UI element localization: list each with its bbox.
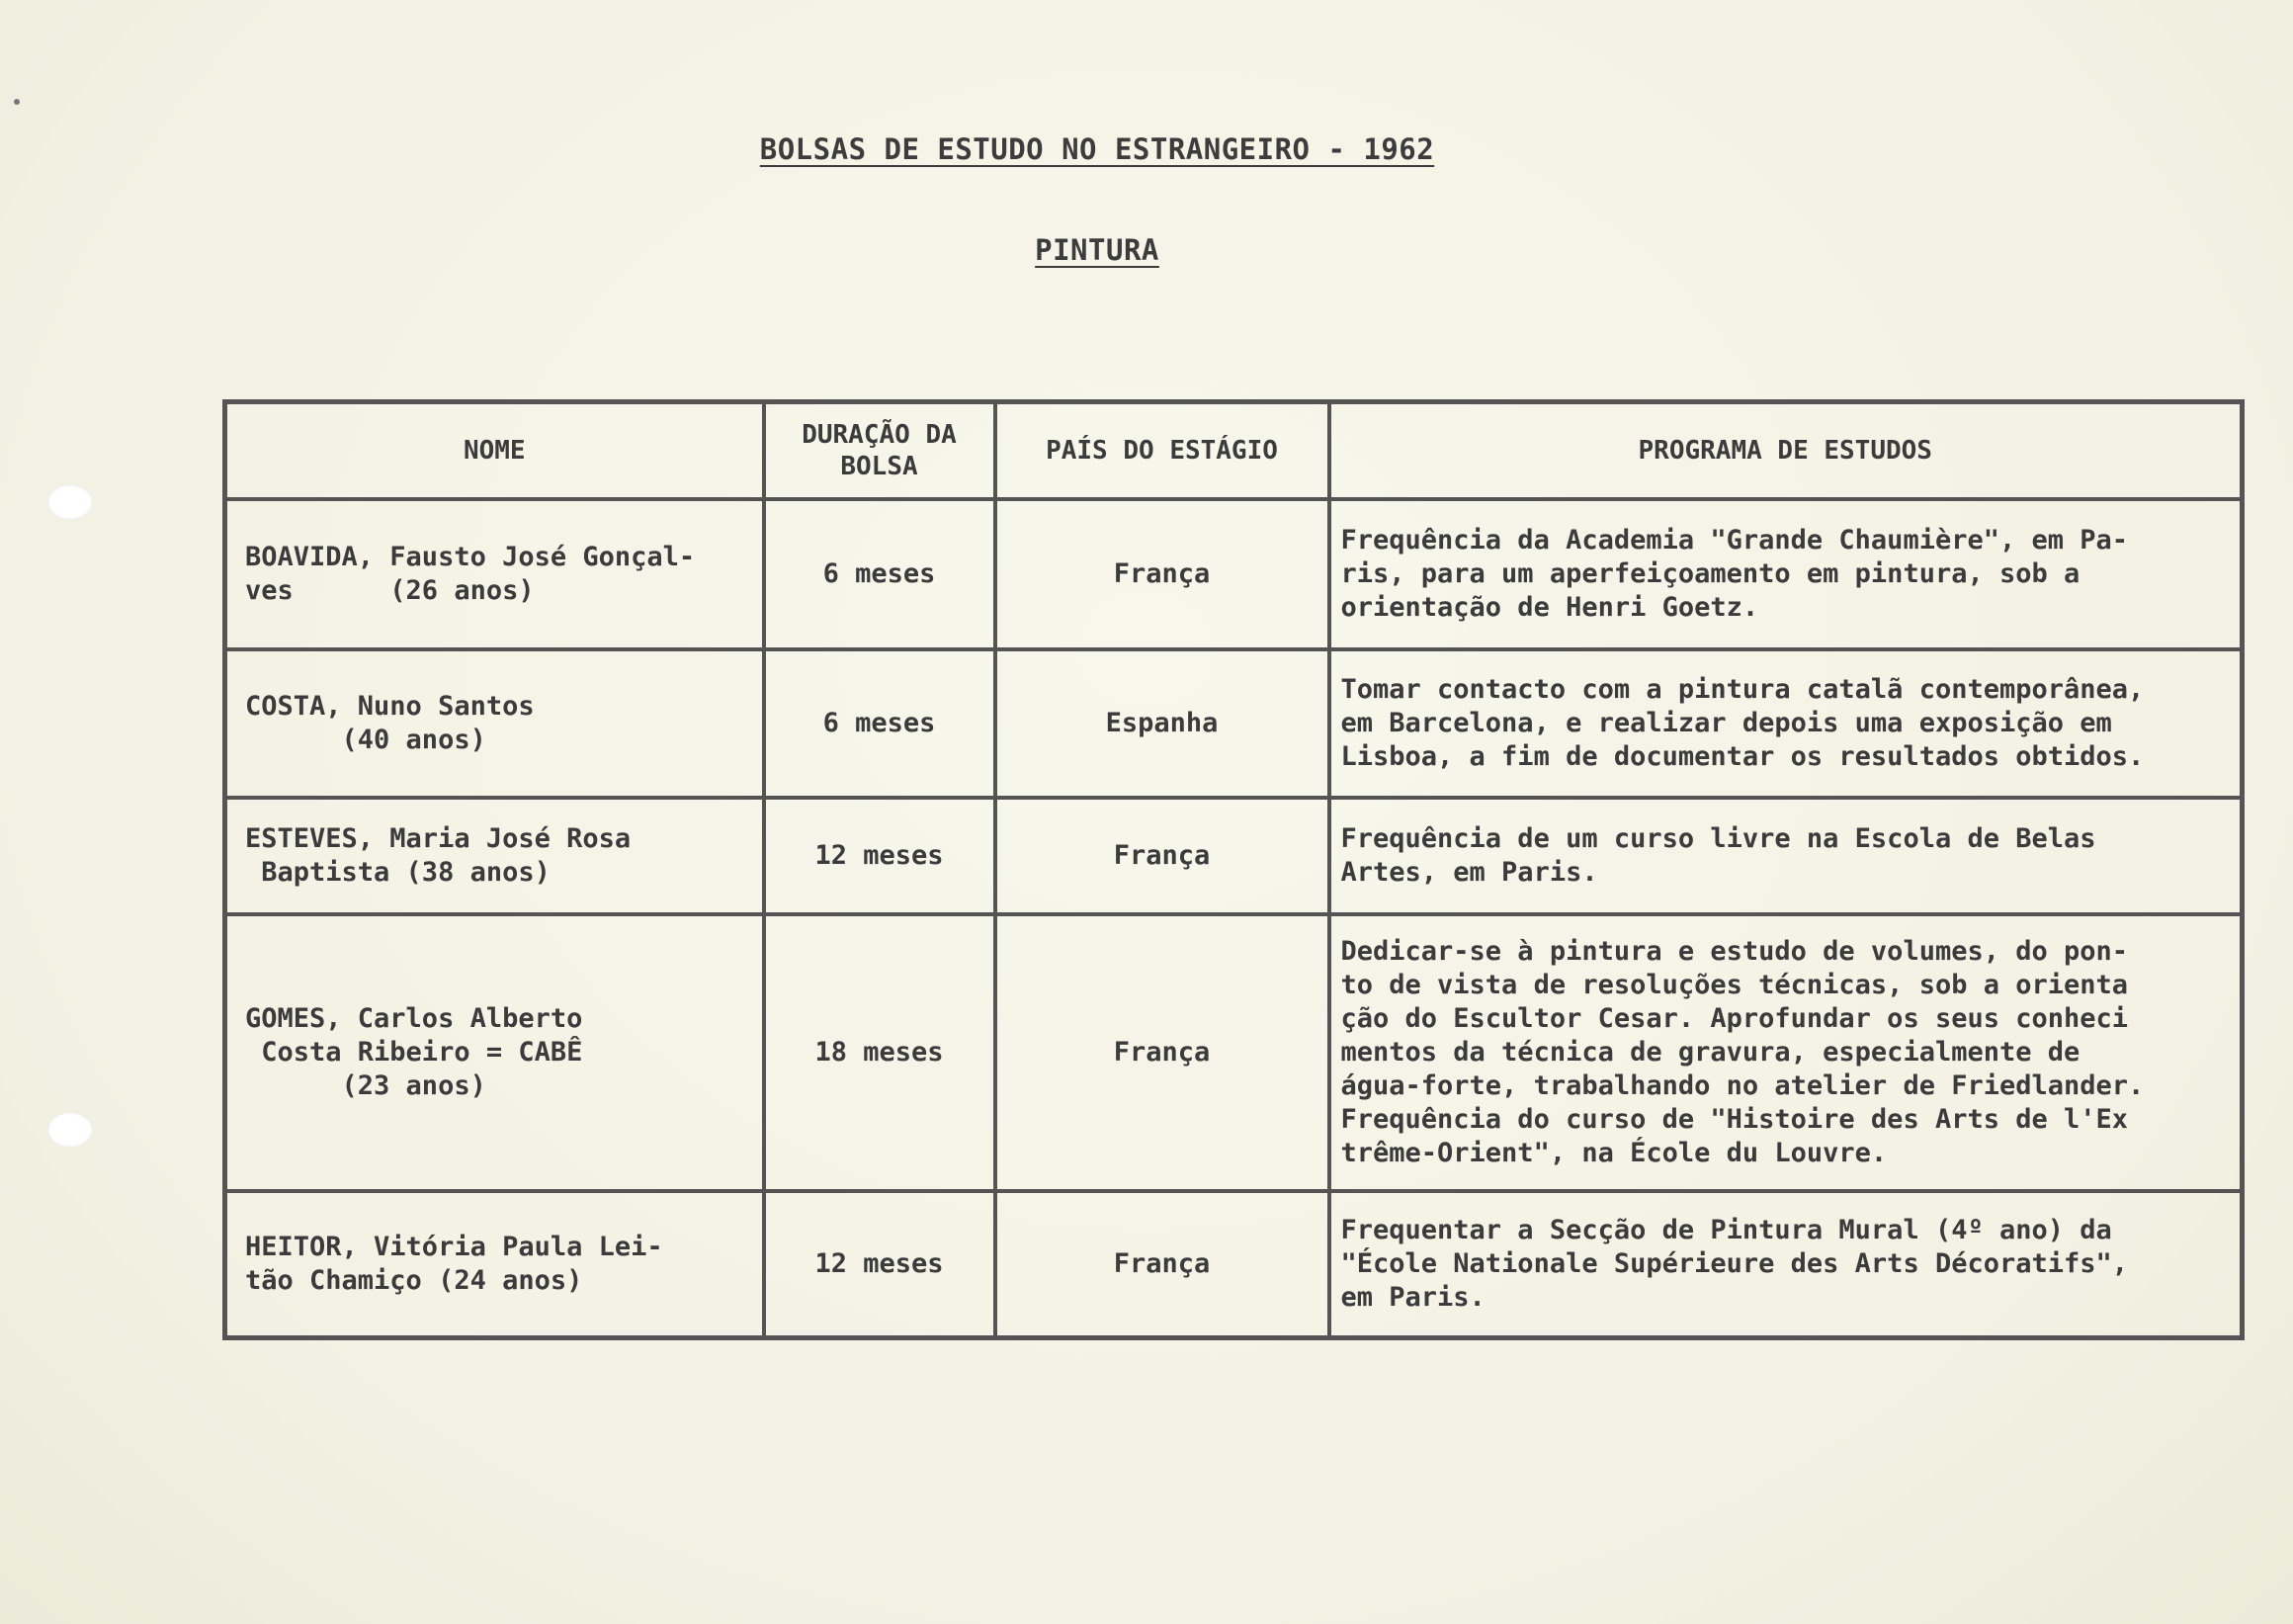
programa-line: trême-Orient", na École du Louvre.: [1340, 1138, 1888, 1168]
cell-programa: [1329, 914, 2243, 1191]
nome-line: (40 anos): [245, 725, 486, 755]
cell-nome: [225, 649, 764, 798]
cell-pais: França: [995, 1191, 1329, 1337]
cell-nome: [225, 499, 764, 649]
grants-table: [222, 399, 2245, 1340]
table-row: [225, 1191, 2243, 1337]
cell-programa: [1329, 1191, 2243, 1337]
programa-line: mentos da técnica de gravura, especialmente de: [1340, 1037, 2081, 1068]
cell-pais: França: [995, 798, 1329, 914]
programa-line: Frequência da Academia "Grande Chaumière", em Pa-: [1340, 525, 2129, 556]
programa-line: ris, para um aperfeiçoamento em pintura, sob a: [1340, 558, 2081, 589]
programa-line: Frequência de um curso livre na Escola de Belas: [1340, 823, 2096, 854]
programa-line: Lisboa, a fim de documentar os resultados obtidos.: [1340, 741, 2145, 772]
nome-line: Baptista (38 anos): [245, 857, 551, 888]
cell-duracao: 12 meses: [764, 1191, 995, 1337]
header-programa: PROGRAMA DE ESTUDOS: [1329, 402, 2243, 500]
programa-line: to de vista de resoluções técnicas, sob a orienta: [1340, 970, 2129, 1000]
table-row: [225, 914, 2243, 1191]
programa-line: Artes, em Paris.: [1340, 857, 1598, 888]
cell-duracao: 6 meses: [764, 649, 995, 798]
cell-duracao: 18 meses: [764, 914, 995, 1191]
document-title: BOLSAS DE ESTUDO NO ESTRANGEIRO - 1962: [759, 132, 1435, 166]
nome-line: tão Chamiço (24 anos): [245, 1264, 583, 1296]
programa-line: água-forte, trabalhando no atelier de Friedlander.: [1340, 1070, 2145, 1101]
punch-hole-top: [47, 484, 93, 520]
programa-line: Dedicar-se à pintura e estudo de volumes, do pon-: [1340, 936, 2129, 967]
header-nome: NOME: [225, 402, 764, 500]
nome-line: ESTEVES, Maria José Rosa: [245, 823, 632, 854]
header-duracao: [764, 402, 995, 500]
programa-line: Frequência do curso de "Histoire des Arts de l'Ex: [1340, 1104, 2129, 1135]
table-row: [225, 798, 2243, 914]
cell-nome: [225, 798, 764, 914]
cell-pais: França: [995, 914, 1329, 1191]
punch-hole-bottom: [47, 1112, 93, 1148]
cell-nome: [225, 914, 764, 1191]
programa-line: Tomar contacto com a pintura catalã contemporânea,: [1340, 674, 2145, 705]
nome-line: BOAVIDA, Fausto José Gonçal-: [245, 542, 696, 572]
table-row: [225, 499, 2243, 649]
programa-line: ção do Escultor Cesar. Aprofundar os seus conheci: [1340, 1003, 2129, 1034]
nome-line: Costa Ribeiro = CABÊ: [245, 1037, 583, 1068]
ink-speck: [14, 99, 20, 105]
header-duracao-line2: BOLSA: [840, 452, 918, 481]
cell-nome: [225, 1191, 764, 1337]
cell-duracao: 6 meses: [764, 499, 995, 649]
nome-line: HEITOR, Vitória Paula Lei-: [245, 1231, 663, 1262]
header-duracao-line1: DURAÇÃO DA: [802, 420, 957, 450]
programa-line: orientação de Henri Goetz.: [1340, 592, 1759, 623]
nome-line: (23 anos): [245, 1070, 486, 1101]
header-pais: PAÍS DO ESTÁGIO: [995, 402, 1329, 500]
programa-line: Frequentar a Secção de Pintura Mural (4º ano) da: [1340, 1214, 2112, 1245]
cell-duracao: 12 meses: [764, 798, 995, 914]
cell-programa: [1329, 649, 2243, 798]
cell-programa: [1329, 798, 2243, 914]
programa-line: "École Nationale Supérieure des Arts Décoratifs",: [1340, 1247, 2129, 1279]
programa-line: em Barcelona, e realizar depois uma exposição em: [1340, 708, 2112, 738]
nome-line: GOMES, Carlos Alberto: [245, 1003, 583, 1034]
header-row: [225, 402, 2243, 500]
table-row: [225, 649, 2243, 798]
nome-line: ves (26 anos): [245, 575, 535, 606]
cell-pais: França: [995, 499, 1329, 649]
programa-line: em Paris.: [1340, 1281, 1486, 1313]
nome-line: COSTA, Nuno Santos: [245, 691, 535, 722]
cell-programa: [1329, 499, 2243, 649]
cell-pais: Espanha: [995, 649, 1329, 798]
section-title: PINTURA: [1035, 233, 1159, 267]
